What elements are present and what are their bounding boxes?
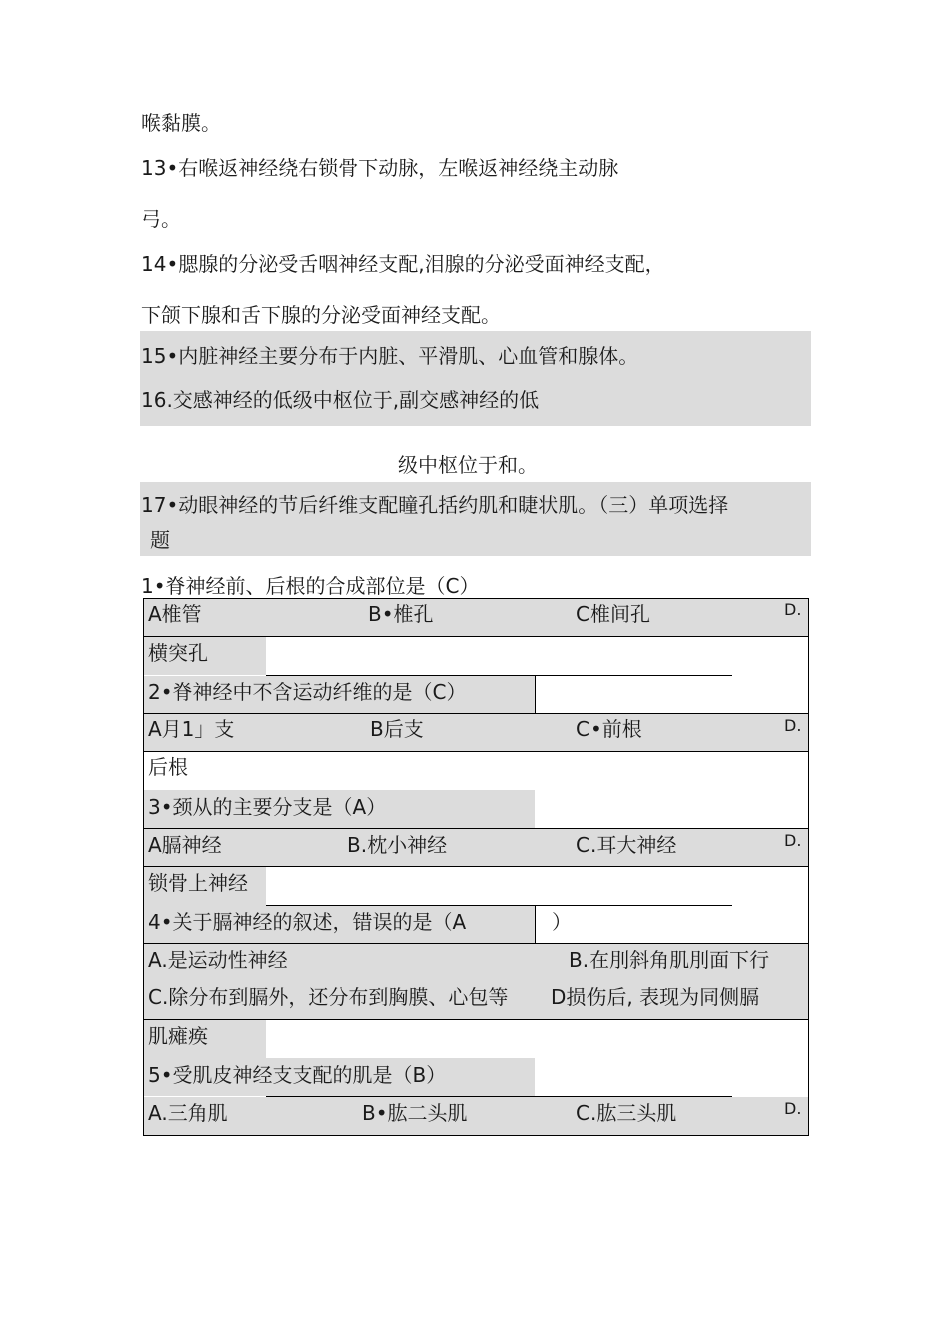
rule [143, 943, 809, 944]
shade-q1-options [143, 599, 809, 637]
option-b: B.在刖斜角肌刖面下行 [569, 948, 770, 972]
rule [143, 1135, 809, 1136]
shade-q5-options [143, 1097, 809, 1135]
text-line: 16.交感神经的低级中枢位于,副交感神经的低 [141, 388, 540, 412]
question-stem-close: ） [552, 910, 572, 934]
option-d-continuation: 后根 [148, 755, 188, 779]
option-d-continuation: 锁骨上神经 [148, 871, 248, 895]
option-a: A膈神经 [148, 833, 222, 857]
text-line: 题 [150, 528, 170, 552]
option-b: B•肱二头肌 [362, 1101, 468, 1125]
rule [143, 751, 809, 752]
rule [143, 828, 809, 829]
rule [143, 598, 809, 599]
rule-right [808, 598, 809, 1135]
option-a: A.是运动性神经 [148, 948, 288, 972]
option-a: A.三角肌 [148, 1101, 228, 1125]
option-c: C.除分布到膈外，还分布到胸膜、心包等 [148, 985, 509, 1009]
question-stem: 5•受肌皮神经支支配的肌是（B） [148, 1063, 447, 1087]
option-d: D. [784, 716, 802, 735]
text-line: 17•动眼神经的节后纤维支配瞳孔括约肌和睫状肌。（三）单项选择 [141, 493, 729, 517]
text-line: 喉黏膜。 [141, 111, 221, 135]
option-d-continuation: 肌瘫痪 [148, 1024, 208, 1048]
option-b: B•椎孔 [368, 602, 434, 626]
option-d: D损伤后, 表现为同侧膈 [551, 985, 760, 1009]
rule [143, 713, 809, 714]
option-d-continuation: 横突孔 [148, 641, 208, 665]
question-stem: 1•脊神经前、后根的合成部位是（C） [141, 574, 480, 598]
question-stem: 2•脊神经中不含运动纤维的是（C） [148, 680, 467, 704]
rule [143, 1019, 809, 1020]
rule [266, 675, 732, 676]
option-c: C椎间孔 [576, 602, 650, 626]
option-d: D. [784, 831, 802, 850]
text-line: 级中枢位于和。 [398, 453, 538, 477]
rule [266, 905, 732, 906]
rule [143, 866, 809, 867]
text-line: 下颌下腺和舌下腺的分泌受面神经支配。 [141, 303, 501, 327]
text-line: 弓。 [141, 207, 181, 231]
shade-q2-options [143, 714, 809, 751]
option-c: C•前根 [576, 717, 642, 741]
option-a: A椎管 [148, 602, 202, 626]
option-c: C.耳大神经 [576, 833, 677, 857]
rule [266, 1096, 732, 1097]
text-line: 15•内脏神经主要分布于内脏、平滑肌、心血管和腺体。 [141, 344, 639, 368]
question-stem: 4•关于膈神经的叙述，错误的是（A [148, 910, 467, 934]
rule-stem-divider [535, 675, 536, 713]
rule-stem-divider [535, 905, 536, 943]
option-c: C.肱三头肌 [576, 1101, 677, 1125]
text-line: 13•右喉返神经绕右锁骨下动脉，左喉返神经绕主动脉 [141, 156, 619, 180]
option-a: A月1」支 [148, 717, 235, 741]
option-b: B后支 [370, 717, 424, 741]
option-d: D. [784, 1099, 802, 1118]
option-b: B.枕小神经 [347, 833, 448, 857]
shade-q3-options [143, 829, 809, 867]
text-line: 14•腮腺的分泌受舌咽神经支配,泪腺的分泌受面神经支配， [141, 252, 665, 276]
question-stem: 3•颈从的主要分支是（A） [148, 795, 387, 819]
rule [143, 636, 809, 637]
rule-left [143, 598, 144, 1135]
option-d: D. [784, 600, 802, 619]
